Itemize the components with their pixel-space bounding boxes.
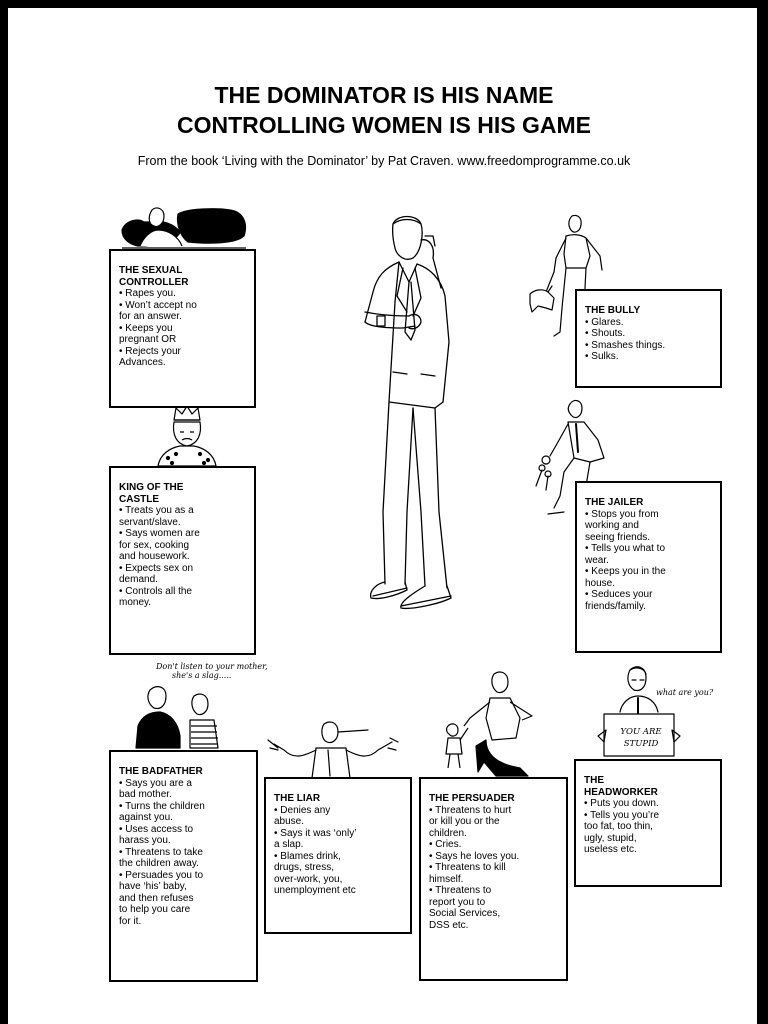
king-list [119,505,248,609]
list-item: • Tells you what to [585,543,666,554]
list-item: ugly, stupid, [584,832,637,844]
bully-list [585,317,714,363]
heading-line: THE SEXUAL [119,265,183,276]
list-item: • Puts you down. [584,798,659,809]
list-item: • Turns the children [119,800,205,812]
list-item: Social Services, [429,908,501,919]
list-item: • Says women are [119,528,200,539]
page-title [0,80,768,140]
list-item: a slap. [274,839,304,850]
list-item: • Seduces your [585,589,653,600]
list-item: • Sulks. [585,351,619,362]
list-item: • Blames drink, [274,850,341,862]
sign-line-2: STUPID [623,739,659,749]
list-item: useless etc. [584,844,637,855]
list-item: • Smashes things. [585,339,666,351]
sexual-controller-heading [119,265,248,288]
bully-heading: THE BULLY [585,305,641,316]
jailer-list [585,509,714,613]
list-item: money. [119,597,152,608]
list-item: for sex, cooking [119,539,190,551]
list-item: too fat, too thin, [584,821,653,832]
list-item: • Says it was ‘only’ [274,827,357,839]
list-item: • Says he loves you. [429,850,520,862]
list-item: • Shouts. [585,328,626,339]
list-item: seeing friends. [585,531,651,543]
list-item: and housework. [119,551,190,562]
persuader-figure [440,668,540,778]
list-item: • Keeps you [119,322,173,334]
list-item: the children away. [119,858,199,869]
list-item: • Controls all the [119,585,192,597]
list-item: • Uses access to [119,823,194,835]
list-item: harass you. [119,835,171,846]
liar-heading: THE LIAR [274,793,321,804]
sexual-controller-box [109,249,256,408]
persuader-heading: THE PERSUADER [429,793,515,804]
list-item: • Rejects your [119,345,181,357]
list-item: • Glares. [585,316,624,328]
heading-line: THE [584,775,604,786]
list-item: children. [429,827,467,839]
king-figure [152,406,222,468]
list-item: for an answer. [119,311,182,322]
persuader-list [429,805,560,932]
list-item: unemployment etc [274,885,356,896]
sexual-controller-list [119,288,248,369]
headworker-heading [584,775,714,798]
list-item: and then refuses [119,892,194,904]
heading-line: CONTROLLER [119,276,189,288]
list-item: • Treats you as a [119,505,194,516]
king-of-the-castle-box [109,466,256,655]
king-heading [119,482,248,505]
list-item: • Denies any [274,804,331,816]
list-item: • Threatens to hurt [429,804,512,816]
title-line-1: THE DOMINATOR IS HIS NAME [214,82,554,108]
list-item: • Keeps you in the [585,566,666,577]
list-item: drugs, stress, [274,862,335,873]
title-line-2: CONTROLLING WOMEN IS HIS GAME [177,112,591,138]
badfather-speech-line-2: she's a slag..... [172,671,232,680]
list-item: or kill you or the [429,816,500,827]
list-item: Advances. [119,357,166,368]
list-item: • Tells you you’re [584,809,660,821]
list-item: report you to [429,896,486,908]
badfather-speech [156,662,268,680]
list-item: • Expects sex on [119,562,194,574]
subtitle: From the book ‘Living with the Dominator’ by Pat Craven. www.freedomprogramme.co.uk [137,154,631,168]
heading-line: KING OF THE [119,482,184,493]
list-item: have ‘his’ baby, [119,881,187,892]
list-item: against you. [119,812,173,823]
list-item: for it. [119,915,142,927]
badfather-list [119,778,250,928]
badfather-figure [134,682,224,752]
list-item: • Cries. [429,839,462,850]
list-item: over-work, you, [274,873,343,885]
list-item: • Threatens to kill [429,862,506,873]
list-item: wear. [585,554,609,566]
jailer-heading: THE JAILER [585,497,644,508]
list-item: house. [585,577,616,589]
list-item: • Threatens to [429,885,492,896]
list-item: servant/slave. [119,516,181,528]
heading-line: CASTLE [119,493,159,505]
bully-box [575,289,722,388]
sign-line-1: YOU ARE [620,727,662,737]
liar-box [264,777,412,934]
persuader-box [419,777,568,981]
list-item: • Says you are a [119,777,192,789]
list-item: bad mother. [119,789,172,800]
liar-list [274,805,404,897]
list-item: abuse. [274,816,305,827]
list-item: DSS etc. [429,919,469,931]
badfather-box [109,750,258,982]
list-item: pregnant OR [119,334,177,345]
list-item: • Threatens to take [119,846,203,858]
headworker-speech: what are you? [656,688,714,697]
list-item: to help you care [119,904,191,915]
stupid-sign [612,726,670,750]
list-item: • Stops you from [585,508,659,520]
list-item: working and [585,520,639,531]
badfather-speech-line-1: Don't listen to your mother, [156,662,268,671]
list-item: • Rapes you. [119,288,176,299]
list-item: • Persuades you to [119,869,204,881]
headworker-box [574,759,722,887]
list-item: himself. [429,873,464,885]
list-item: friends/family. [585,600,646,612]
liar-figure [264,720,408,778]
list-item: • Won’t accept no [119,299,197,311]
dominator-figure [355,212,465,614]
list-item: demand. [119,574,158,585]
headworker-list [584,798,714,856]
heading-line: HEADWORKER [584,786,658,798]
sexual-controller-figure [118,206,250,250]
jailer-box [575,481,722,653]
badfather-heading: THE BADFATHER [119,766,203,777]
